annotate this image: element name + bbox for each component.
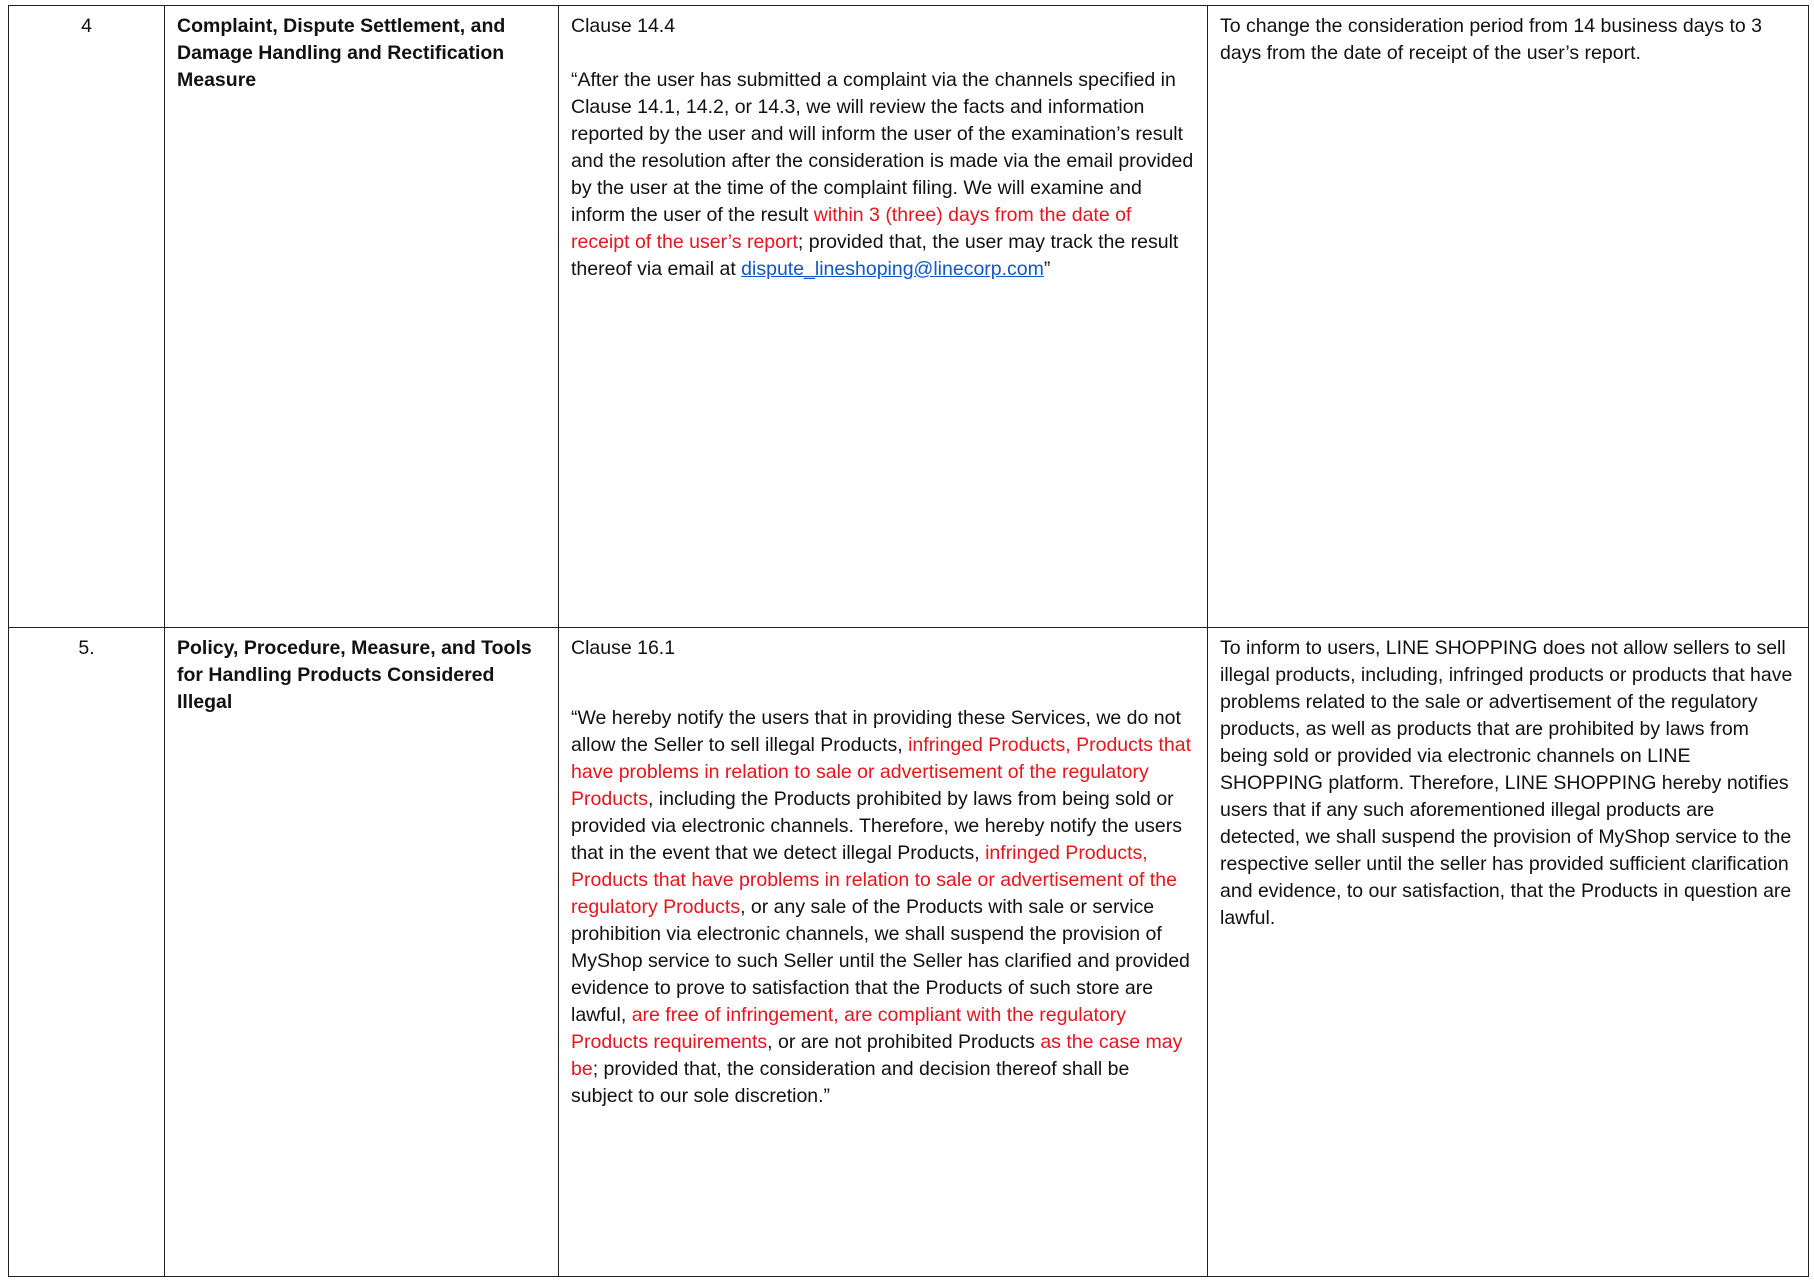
highlighted-change: are free of infringement, are compliant with the regulatory Products requirements	[571, 1004, 1126, 1053]
clause-reference: Clause 16.1	[571, 637, 676, 659]
clause-cell	[559, 628, 1208, 1277]
topic-text: Policy, Procedure, Measure, and Tools for Handling Products Considered Illegal	[177, 637, 532, 713]
clause-text-part: , or are not prohibited Products	[767, 1031, 1041, 1053]
clause-text-part: “We hereby notify the users that in providing these Services, we do not allow the Seller to sell illegal Products,	[571, 707, 1181, 756]
clause-text-part: ; provided that, the user may track the result thereof via email at	[571, 231, 1179, 280]
email-link[interactable]: dispute_lineshoping@linecorp.com	[741, 258, 1044, 280]
row-number: 4	[9, 6, 165, 628]
change-description: To change the consideration period from 14 business days to 3 days from the date of receipt of the user’s report.	[1220, 15, 1763, 64]
clause-text	[571, 69, 1193, 280]
topic-text: Complaint, Dispute Settlement, and Damage Handling and Rectification Measure	[177, 15, 506, 91]
clause-text-part: ; provided that, the consideration and decision thereof shall be subject to our sole discretion.”	[571, 1058, 1130, 1107]
clause-text	[571, 707, 1191, 1107]
amendment-table	[8, 5, 1809, 1277]
clause-text-part: , including the Products prohibited by laws from being sold or provided via electronic channels. Therefore, we hereby notify the users that in the event that we detect illegal Products,	[571, 788, 1182, 864]
topic-cell	[165, 6, 559, 628]
change-description-cell	[1208, 6, 1809, 628]
clause-text-part: “After the user has submitted a complaint via the channels specified in Clause 14.1, 14.2, or 14.3, we will review the facts and information reported by the user and will inform the user of the examination’s result and the resolution after the consideration is made via the email provided by the user at the time of the complaint filing. We will examine and inform the user of the result	[571, 69, 1194, 226]
highlighted-change: as the case may be	[571, 1031, 1183, 1080]
clause-reference: Clause 14.4	[571, 15, 676, 37]
highlighted-change: infringed Products, Products that have problems in relation to sale or advertisement of the regulatory Products	[571, 734, 1191, 810]
highlighted-change: within 3 (three) days from the date of receipt of the user’s report	[571, 204, 1132, 253]
change-description-cell	[1208, 628, 1809, 1277]
clause-text-part: ”	[1043, 258, 1051, 280]
topic-cell	[165, 628, 559, 1277]
change-description: To inform to users, LINE SHOPPING does not allow sellers to sell illegal products, including, infringed products or products that have problems related to the sale or advertisement of the regulatory products, as well as products that are prohibited by laws from being sold or provided via electronic channels on LINE SHOPPING platform. Therefore, LINE SHOPPING hereby notifies users that if any such aforementioned illegal products are detected, we shall suspend the provision of MyShop service to the respective seller until the seller has provided sufficient clarification and evidence, to our satisfaction, that the Products in question are lawful.	[1220, 637, 1793, 929]
clause-cell	[559, 6, 1208, 628]
table-row	[9, 6, 1809, 628]
highlighted-change: infringed Products, Products that have problems in relation to sale or advertisement of the regulatory Products	[571, 842, 1177, 918]
row-number: 5.	[9, 628, 165, 1277]
clause-text-part: , or any sale of the Products with sale or service prohibition via electronic channels, we shall suspend the provision of MyShop service to such Seller until the Seller has clarified and provided evidence to prove to satisfaction that the Products of such store are lawful,	[571, 896, 1190, 1026]
table-row	[9, 628, 1809, 1277]
